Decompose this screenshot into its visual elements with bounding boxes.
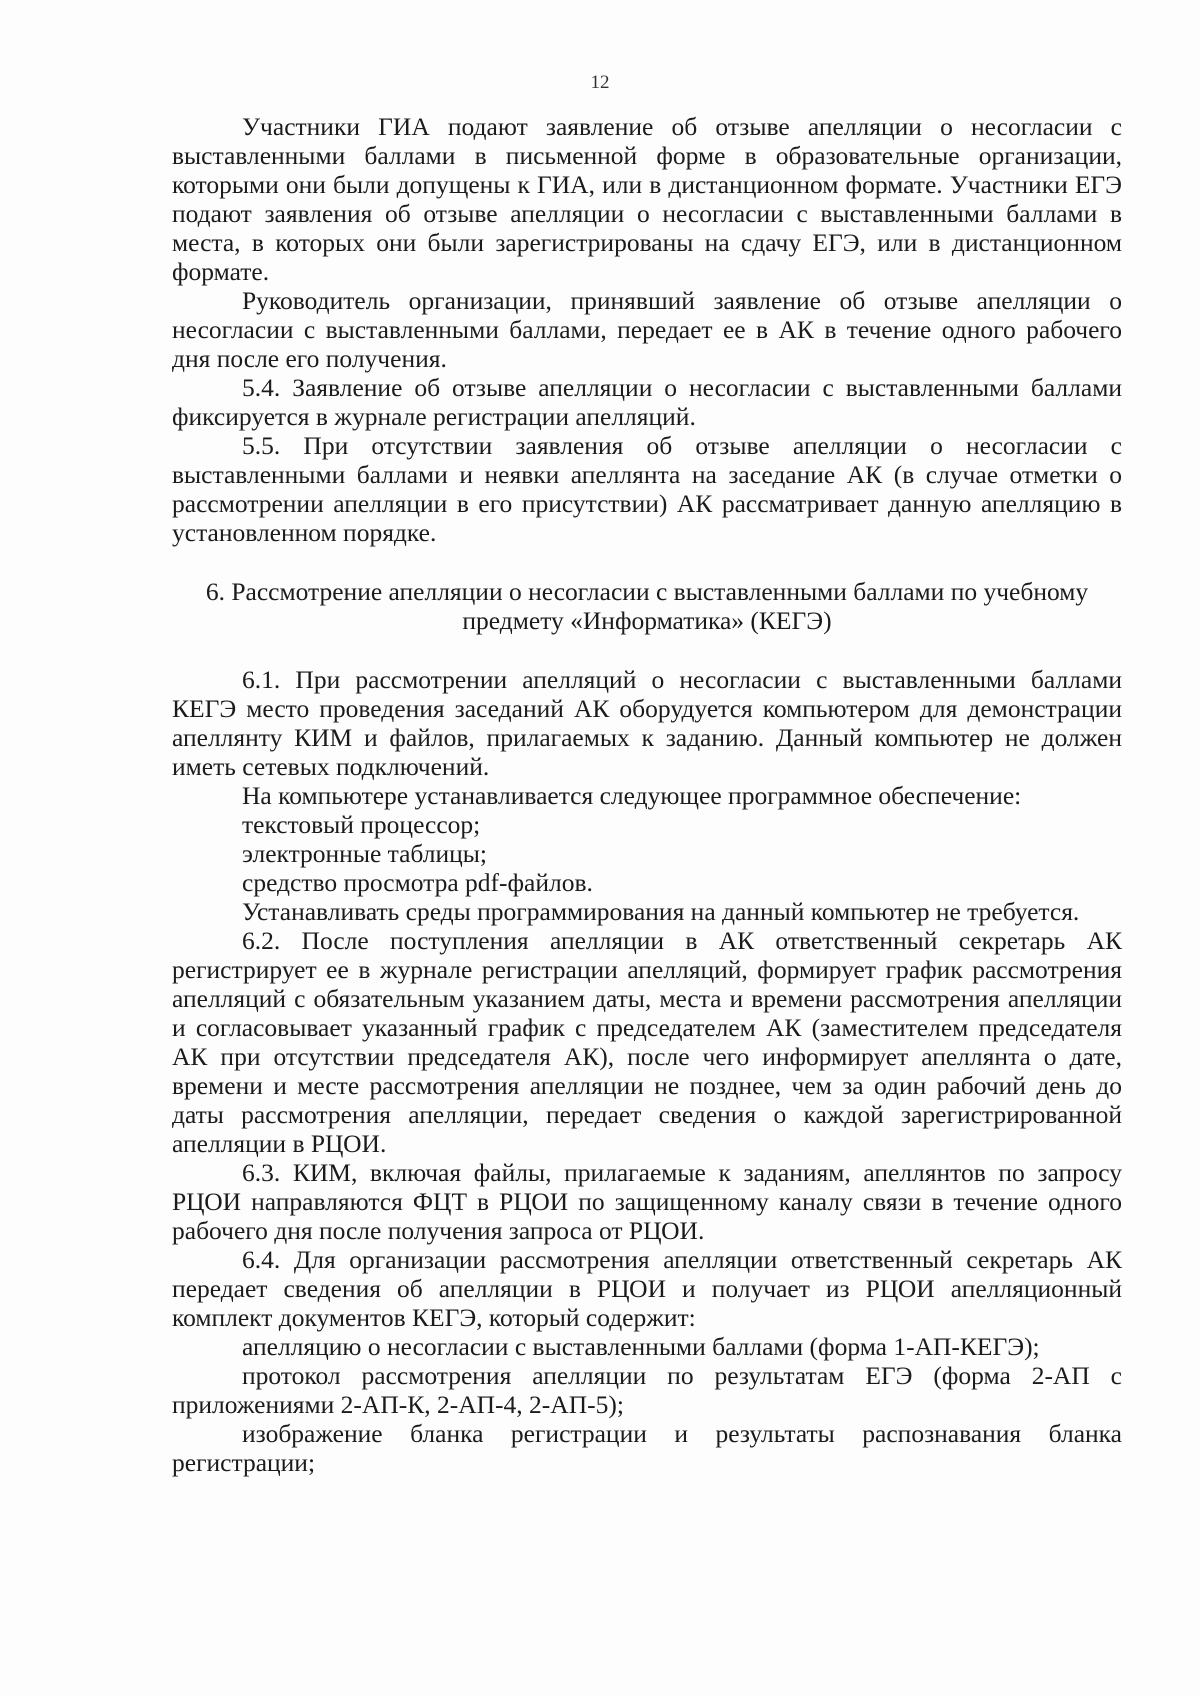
paragraph-head-of-organization: Руководитель организации, принявший заявление об отзыве апелляции о несогласии с выставленными баллами, передает ее в АК в течение одного рабочего дня после его получения. (172, 286, 1122, 373)
list-item-protocol: протокол рассмотрения апелляции по результатам ЕГЭ (форма 2-АП с приложениями 2-АП-К, 2-АП-4, 2-АП-5); (172, 1361, 1122, 1419)
paragraph-gia-withdrawal: Участники ГИА подают заявление об отзыве апелляции о несогласии с выставленными баллами в письменной форме в образовательные организации, которыми они были допущены к ГИА, или в дистанционном формате. Участники ЕГЭ подают заявления об отзыве апелляции о несогласии с выставленными баллами в места, в которых они были зарегистрированы на сдачу ЕГЭ, или в дистанционном формате. (172, 112, 1122, 286)
paragraph-software-intro: На компьютере устанавливается следующее программное обеспечение: (242, 781, 1022, 810)
paragraph-5-5: 5.5. При отсутствии заявления об отзыве апелляции о несогласии с выставленными баллами и неявки апеллянта на заседание АК (в случае отметки о рассмотрении апелляции в его присутствии) АК рассматривает данную апелляцию в установленном порядке. (172, 431, 1122, 547)
paragraph-no-programming-env: Устанавливать среды программирования на данный компьютер не требуется. (242, 897, 1080, 926)
paragraph-6-3: 6.3. КИМ, включая файлы, прилагаемые к заданиям, апеллянтов по запросу РЦОИ направляются ФЦТ в РЦОИ по защищенному каналу связи в течение одного рабочего дня после получения запроса от РЦОИ. (172, 1158, 1122, 1245)
list-item-registration-form-image: изображение бланка регистрации и результаты распознавания бланка регистрации; (172, 1419, 1122, 1477)
paragraph-6-1: 6.1. При рассмотрении апелляций о несогласии с выставленными баллами КЕГЭ место проведения заседаний АК оборудуется компьютером для демонстрации апеллянту КИМ и файлов, прилагаемых к заданию. Данный компьютер не должен иметь сетевых подключений. (172, 665, 1122, 781)
page-number: 12 (590, 72, 610, 93)
paragraph-6-4: 6.4. Для организации рассмотрения апелляции ответственный секретарь АК передает сведения об апелляции в РЦОИ и получает из РЦОИ апелляционный комплект документов КЕГЭ, который содержит: (172, 1245, 1122, 1332)
paragraph-6-2: 6.2. После поступления апелляции в АК ответственный секретарь АК регистрирует ее в журнале регистрации апелляций, формирует график рассмотрения апелляций с обязательным указанием даты, места и времени рассмотрения апелляции и согласовывает указанный график с председателем АК (заместителем председателя АК при отсутствии председателя АК), после чего информирует апеллянта о дате, времени и месте рассмотрения апелляции не позднее, чем за один рабочий день до даты рассмотрения апелляции, передает сведения о каждой зарегистрированной апелляции в РЦОИ. (172, 926, 1122, 1158)
document-body (172, 112, 1122, 1477)
paragraph-5-4: 5.4. Заявление об отзыве апелляции о несогласии с выставленными баллами фиксируется в журнале регистрации апелляций. (172, 373, 1122, 431)
list-item-pdf-viewer: средство просмотра pdf-файлов. (242, 868, 593, 897)
section-heading: 6. Рассмотрение апелляции о несогласии с выставленными баллами по учебному предмету «Информатика» (КЕГЭ) (205, 577, 1089, 635)
list-item-text-processor: текстовый процессор; (242, 810, 481, 839)
list-item-spreadsheets: электронные таблицы; (242, 839, 488, 868)
list-item-appeal-form: апелляцию о несогласии с выставленными баллами (форма 1-АП-КЕГЭ); (242, 1332, 1040, 1361)
